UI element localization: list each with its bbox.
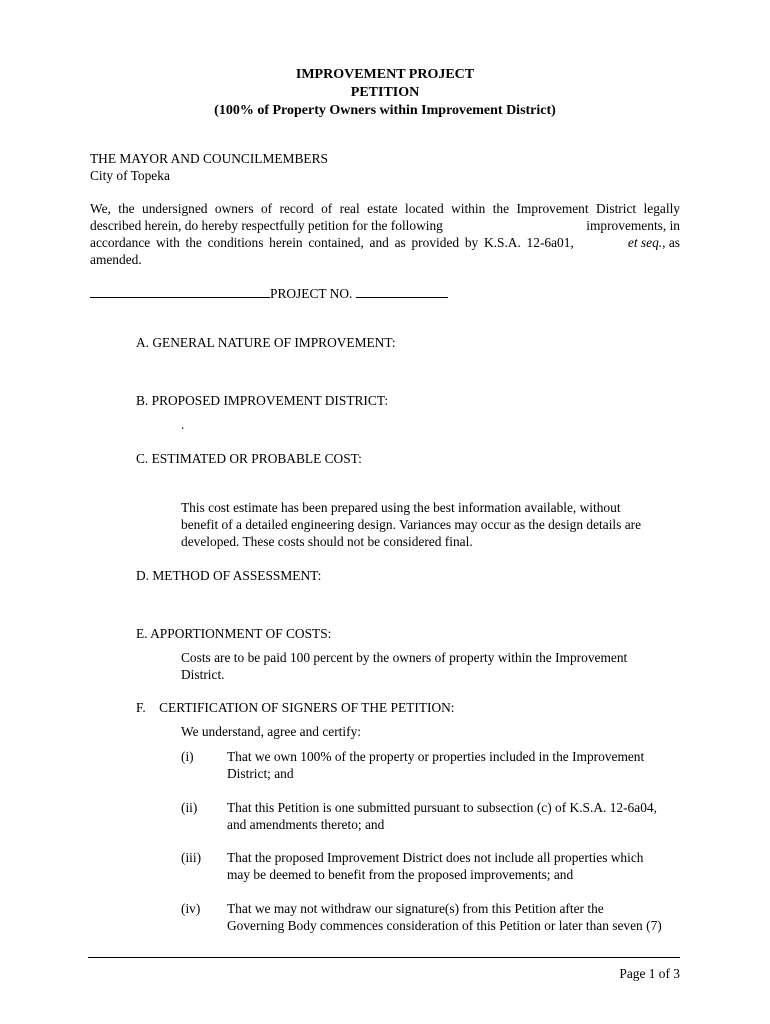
intro-line4: amended. — [90, 252, 142, 267]
addressee-line1: THE MAYOR AND COUNCILMEMBERS — [90, 151, 328, 166]
document-title-line1: IMPROVEMENT PROJECT — [295, 67, 475, 82]
section-e-text-line1: Costs are to be paid 100 percent by the owners of property within the Improvement — [181, 650, 628, 665]
section-c-text-line2: benefit of a detailed engineering design. Variances may occur as the design details are — [181, 517, 642, 532]
f-item-ii-line1: That this Petition is one submitted pursuant to subsection (c) of K.S.A. 12-6a04, — [227, 800, 657, 815]
section-a-heading: A. GENERAL NATURE OF IMPROVEMENT: — [136, 335, 396, 350]
section-e-text-line2: District. — [181, 667, 225, 682]
f-item-ii-line2: and amendments thereto; and — [227, 817, 385, 832]
f-item-iii-number: (iii) — [181, 850, 202, 865]
intro-line3-a: accordance with the conditions herein contained, and as provided by K.S.A. 12-6a01, — [90, 235, 574, 250]
intro-line1: We, the undersigned owners of record of real estate located within the Improvement District legally — [90, 201, 680, 216]
section-d-heading: D. METHOD OF ASSESSMENT: — [136, 568, 322, 583]
page-number: Page 1 of 3 — [619, 966, 680, 981]
intro-line3 — [90, 234, 680, 251]
section-b-dot: . — [181, 417, 185, 432]
section-c-text-line3: developed. These costs should not be considered final. — [181, 534, 473, 549]
addressee-line2: City of Topeka — [90, 168, 170, 183]
document-subtitle: (100% of Property Owners within Improvement District) — [214, 103, 556, 118]
f-item-iii-line2: may be deemed to benefit from the proposed improvements; and — [227, 867, 574, 882]
project-name-blank[interactable] — [90, 284, 270, 298]
f-item-i-line1: That we own 100% of the property or properties included in the Improvement — [227, 749, 645, 764]
f-item-iv-number: (iv) — [181, 901, 201, 916]
f-item-ii-number: (ii) — [181, 800, 198, 815]
section-b-heading: B. PROPOSED IMPROVEMENT DISTRICT: — [136, 393, 389, 408]
document-title-line2: PETITION — [350, 85, 420, 100]
section-f-heading: F. CERTIFICATION OF SIGNERS OF THE PETITION: — [136, 700, 455, 715]
f-item-iv-line2: Governing Body commences consideration of this Petition or later than seven (7) — [227, 918, 662, 933]
section-c-heading: C. ESTIMATED OR PROBABLE COST: — [136, 451, 362, 466]
section-c-text-line1: This cost estimate has been prepared using the best information available, without — [181, 500, 621, 515]
section-f-intro: We understand, agree and certify: — [181, 724, 361, 739]
section-e-heading: E. APPORTIONMENT OF COSTS: — [136, 626, 332, 641]
f-item-i-line2: District; and — [227, 766, 294, 781]
intro-line3-em: et seq. — [627, 235, 663, 250]
project-no-blank[interactable] — [356, 284, 448, 298]
project-number-row — [90, 284, 448, 302]
footer-rule — [88, 957, 680, 958]
f-item-iii-line1: That the proposed Improvement District does not include all properties which — [227, 850, 644, 865]
intro-line3-tail — [628, 234, 680, 251]
f-item-i-number: (i) — [181, 749, 194, 764]
intro-line3-b: , as — [662, 235, 680, 250]
intro-line2-b: improvements, in — [586, 218, 680, 233]
f-item-iv-line1: That we may not withdraw our signature(s) from this Petition after the — [227, 901, 604, 916]
project-no-label: PROJECT NO. — [270, 286, 353, 301]
intro-line2-a: described herein, do hereby respectfully petition for the following — [90, 218, 443, 233]
